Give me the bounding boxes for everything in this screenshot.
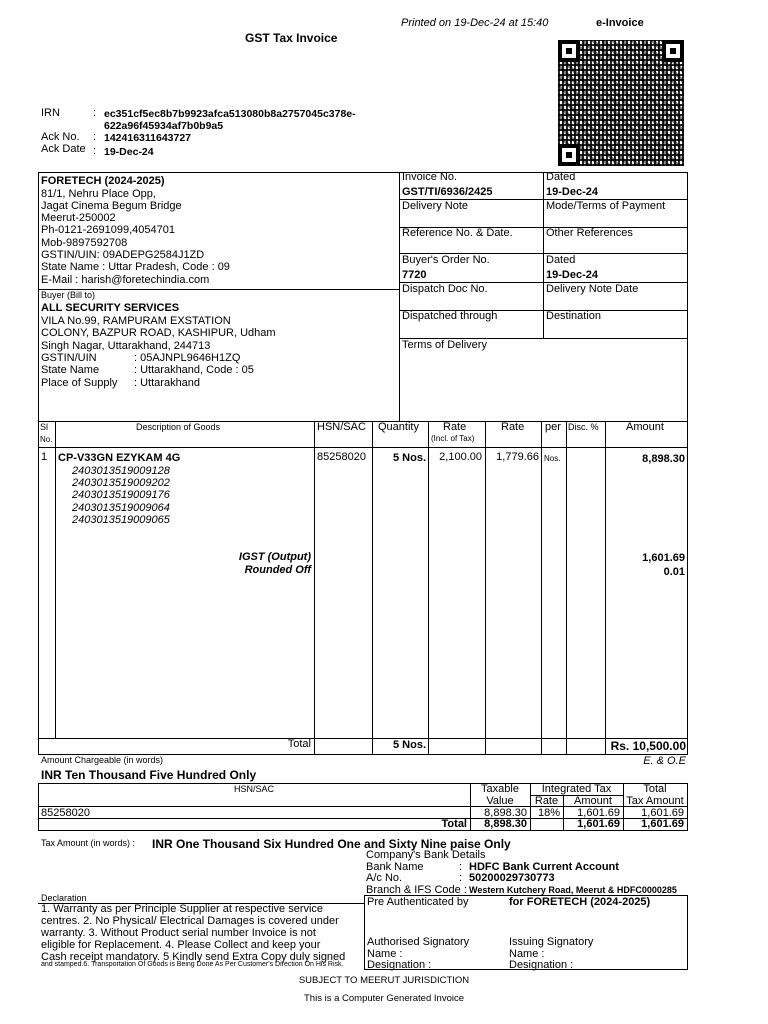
page-title: GST Tax Invoice [245,31,338,45]
declaration-label: Declaration [41,893,87,903]
item-serial: 2403013519009065 [72,514,170,526]
dated2-label: Dated [546,254,576,266]
authorised-designation-label: Designation : [367,959,432,971]
item-per: Nos. [544,454,561,463]
seller-name: FORETECH (2024-2025) [41,175,165,187]
dispatched-through-label: Dispatched through [402,310,498,322]
irn-value-1: ec351cf5ec8b7b9923afca513080b8a2757045c378e- [104,108,356,120]
tax-words-value: INR One Thousand Six Hundred One and Sixty Nine paise Only [152,837,511,851]
buyer-line: COLONY, BAZPUR ROAD, KASHIPUR, Udham [41,327,276,339]
col-header-description: Description of Goods [136,422,221,432]
delivery-note-label: Delivery Note [402,200,469,212]
bank-name-value: HDFC Bank Current Account [469,861,619,873]
tax-total-amount: 1,601.69 [577,818,620,830]
declaration-line: Cash receipt mandatory. 5 Kindly send Extra Copy duly signed [41,951,346,963]
tax-amount-header: Amount [574,795,612,807]
amount-words-value: INR Ten Thousand Five Hundred Only [41,768,257,782]
buyer-gstin-value: : 05AJNPL9646H1ZQ [134,352,241,364]
col-header-quantity: Quantity [378,421,419,433]
buyer-state-label: State Name [41,364,100,376]
item-quantity: 5 Nos. [392,452,426,464]
issuing-designation-label: Designation : [509,959,574,971]
seller-line: 81/1, Nehru Place Opp, [41,188,156,200]
irn-label: IRN [41,107,60,119]
reference-label: Reference No. & Date. [402,227,513,239]
col-header-hsn: HSN/SAC [317,421,366,433]
buyer-state-value: : Uttarakhand, Code : 05 [134,364,254,376]
tax-row-rate: 18% [537,807,560,819]
invoice-no-label: Invoice No. [402,171,458,183]
tax-total-header-1: Total [643,783,667,795]
total-label: Total [287,738,311,750]
invoice-no-value: GST/TI/6936/2425 [402,186,493,198]
amount-words-label: Amount Chargeable (in words) [41,755,164,765]
tax-total-label: Total [441,818,467,830]
tax-total-header-2: Tax Amount [626,795,684,807]
buyer-line: Singh Nagar, Uttarakhand, 244713 [41,340,211,352]
declaration-line: centres. 2. No Physical/ Electrical Damages is covered under [41,915,339,927]
tax-row-hsn: 85258020 [41,807,90,819]
col-header-sl: Sl [40,422,49,432]
col-header-rate-incl-sub: (Incl. of Tax) [431,434,475,443]
tax-row-amount: 1,601.69 [577,807,620,819]
seller-line: Meerut-250002 [41,212,116,224]
dated-label: Dated [546,171,576,183]
jurisdiction-footer: SUBJECT TO MEERUT JURISDICTION [298,975,470,986]
ack-no-value: 142416311643727 [104,132,192,144]
seller-email: E-Mail : harish@foretechindia.com [41,274,210,286]
item-serial: 2403013519009064 [72,502,170,514]
issuing-name-label: Name : [509,948,545,960]
computer-generated-footer: This is a Computer Generated Invoice [304,993,464,1004]
eoe-label: E. & O.E [643,755,686,767]
tax-total-total: 1,601.69 [641,818,684,830]
e-invoice-label: e-Invoice [596,17,644,29]
tax-row-taxable: 8,898.30 [484,807,527,819]
mode-terms-label: Mode/Terms of Payment [546,200,666,212]
seller-line: Mob-9897592708 [41,237,128,249]
dispatch-doc-label: Dispatch Doc No. [402,283,488,295]
buyer-gstin-label: GSTIN/UIN [41,352,97,364]
col-header-rate: Rate [501,421,525,433]
other-references-label: Other References [546,227,633,239]
tax-total-taxable: 8,898.30 [484,818,527,830]
buyer-pos-label: Place of Supply [41,377,118,389]
ack-no-colon: : [93,131,97,143]
buyer-name: ALL SECURITY SERVICES [41,302,180,314]
destination-label: Destination [546,310,602,322]
ack-date-label: Ack Date [41,143,86,155]
total-amount: Rs. 10,500.00 [610,739,686,753]
seller-line: Jagat Cinema Begum Bridge [41,200,182,212]
dated2-value: 19-Dec-24 [546,269,598,281]
igst-label: IGST (Output) [238,551,311,563]
item-rate: 1,779.66 [496,451,539,463]
buyers-order-value: 7720 [402,269,427,281]
rounded-off-amount: 0.01 [663,566,685,578]
tax-rate-header: Rate [534,795,559,807]
authorised-name-label: Name : [367,948,403,960]
item-serial: 2403013519009202 [72,477,170,489]
delivery-note-date-label: Delivery Note Date [546,283,639,295]
item-sl: 1 [41,451,48,463]
item-serial: 2403013519009176 [72,489,170,501]
col-header-rate-incl: Rate [443,421,467,433]
total-quantity: 5 Nos. [392,739,426,751]
for-company-label: for FORETECH (2024-2025) [509,896,651,908]
declaration-line: warranty. 3. Without Product serial number Invoice is not [41,927,316,939]
igst-amount: 1,601.69 [642,552,685,564]
rounded-off-label: Rounded Off [244,564,311,576]
seller-line: State Name : Uttar Pradesh, Code : 09 [41,261,230,273]
bank-name-label: Bank Name [366,861,424,873]
branch-value: Western Kutchery Road, Meerut & HDFC0000285 [469,885,677,895]
tax-row-total: 1,601.69 [641,807,684,819]
irn-value-2: 622a96f45934af7b0b9a5 [104,120,224,132]
buyer-pos-value: : Uttarakhand [134,377,201,389]
pre-authenticated-label: Pre Authenticated by [367,896,469,908]
tax-integrated-header: Integrated Tax [541,783,612,795]
bank-name-colon: : [459,861,463,873]
branch-label: Branch & IFS Code : [366,884,467,896]
seller-line: GSTIN/UIN: 09ADEPG2584J1ZD [41,249,205,261]
issuing-signatory-label: Issuing Signatory [509,936,594,948]
ac-no-value: 50200029730773 [469,872,555,884]
tax-taxable-header-1: Taxable [481,783,519,795]
tax-hsn-header: HSN/SAC [233,784,274,794]
printed-on: Printed on 19-Dec-24 at 15:40 [401,17,549,29]
buyer-line: VILA No.99, RAMPURAM EXSTATION [41,315,231,327]
tax-taxable-header-2: Value [486,795,514,807]
irn-colon: : [93,107,97,119]
qr-code-icon [558,40,684,166]
col-header-amount: Amount [626,421,664,433]
item-amount: 8,898.30 [642,453,685,465]
col-header-disc: Disc. % [568,422,599,432]
declaration-line: eligible for Replacement. 4. Please Collect and keep your [41,939,321,951]
ack-no-label: Ack No. [41,131,80,143]
dated-value: 19-Dec-24 [546,186,598,198]
buyers-order-label: Buyer's Order No. [402,254,490,266]
item-hsn: 85258020 [317,451,366,463]
ack-date-colon: : [93,145,97,157]
buyer-label: Buyer (Bill to) [41,290,96,300]
item-serial: 2403013519009128 [72,465,170,477]
declaration-small-line: and stamped.6. Transportation Of Goods is Being Done As Per Customer's Direction On His Risk. [41,961,344,968]
item-name: CP-V33GN EZYKAM 4G [58,452,181,464]
terms-delivery-label: Terms of Delivery [402,339,487,351]
seller-line: Ph-0121-2691099,4054701 [41,224,175,236]
col-header-per: per [545,421,561,433]
tax-words-label: Tax Amount (in words) : [41,838,136,848]
declaration-line: 1. Warranty as per Principle Supplier at respective service [41,903,324,915]
bank-details-title: Company's Bank Details [366,849,486,861]
ac-no-label: A/c No. [366,872,403,884]
col-header-sl-no: No. [40,435,53,444]
ack-date-value: 19-Dec-24 [104,146,154,158]
item-rate-incl: 2,100.00 [439,451,482,463]
authorised-signatory-label: Authorised Signatory [367,936,470,948]
ac-no-colon: : [459,872,463,884]
